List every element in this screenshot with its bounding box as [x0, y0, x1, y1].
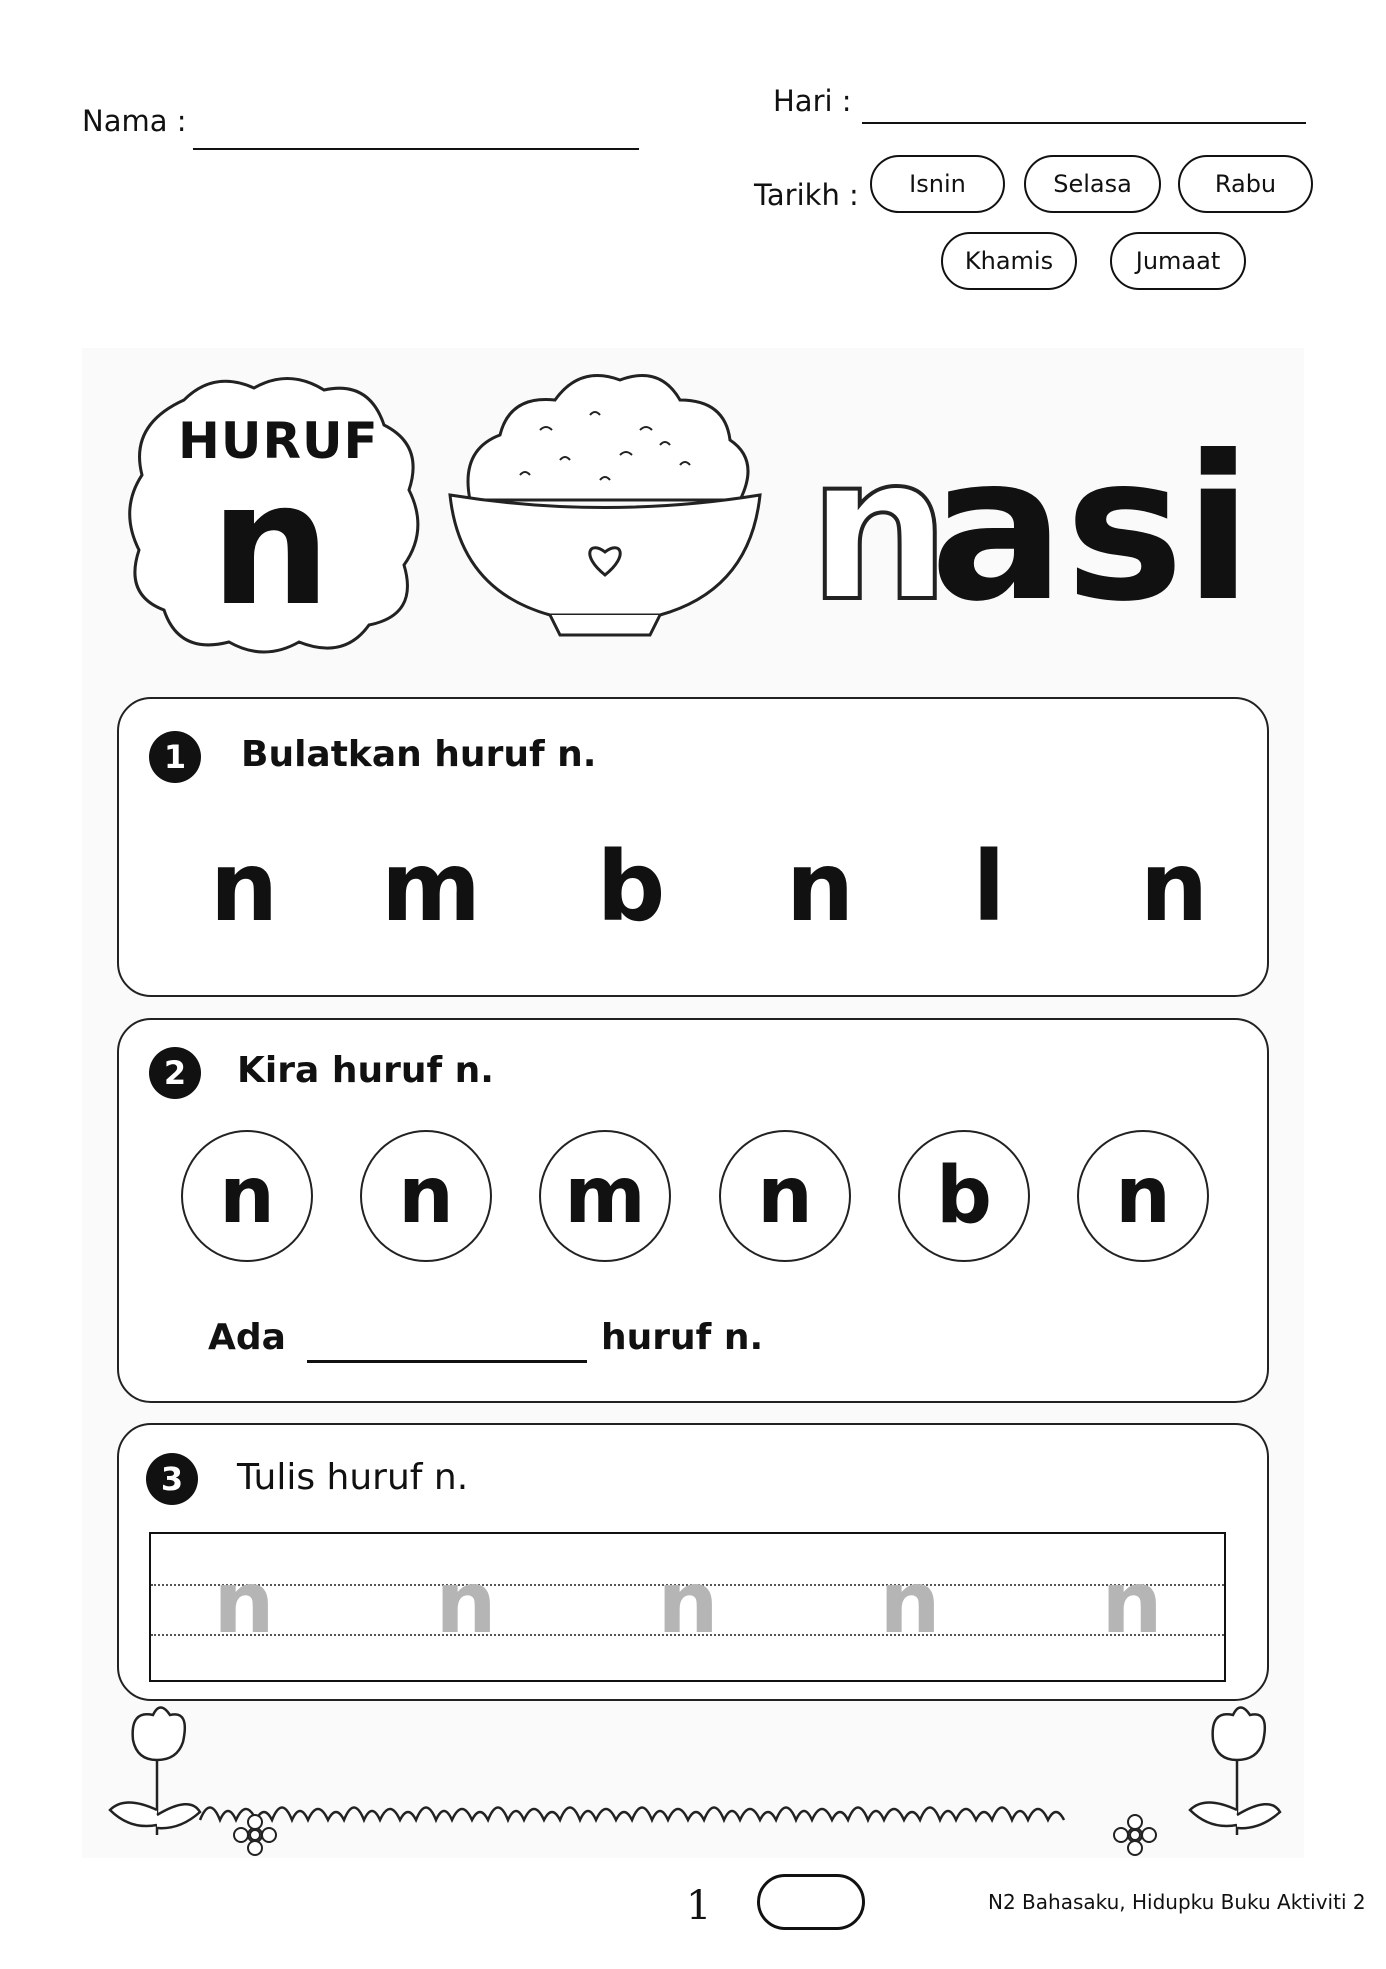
trace-letter[interactable]: n: [213, 1553, 275, 1653]
writing-area[interactable]: [149, 1532, 1226, 1682]
trace-letter[interactable]: n: [657, 1553, 719, 1653]
rice-bowl-icon: [440, 360, 770, 660]
date-label: Tarikh :: [754, 178, 859, 212]
answer-blank[interactable]: [307, 1360, 587, 1363]
circle-target-letter[interactable]: n: [1139, 831, 1209, 943]
circle-target-letter[interactable]: m: [380, 831, 482, 943]
word-rest: asi: [930, 413, 1253, 646]
count-letter-circle[interactable]: n: [181, 1130, 313, 1262]
day-field[interactable]: [862, 120, 1306, 124]
day-option-isnin[interactable]: Isnin: [870, 155, 1005, 213]
grass-border-decoration: [105, 1700, 1285, 1860]
word-outlined-letter: n: [808, 413, 951, 646]
exercise-2-number: 2: [149, 1047, 201, 1099]
count-letter-circle[interactable]: n: [719, 1130, 851, 1262]
circle-target-letter[interactable]: n: [209, 831, 279, 943]
exercise-3-box: [117, 1423, 1269, 1701]
exercise-2-title: Kira huruf n.: [237, 1050, 494, 1091]
day-option-khamis[interactable]: Khamis: [941, 232, 1077, 290]
page-number: 1: [686, 1883, 712, 1929]
name-field[interactable]: [193, 146, 639, 150]
exercise-3-title: Tulis huruf n.: [237, 1457, 469, 1498]
day-option-jumaat[interactable]: Jumaat: [1110, 232, 1246, 290]
count-letter-circle[interactable]: b: [898, 1130, 1030, 1262]
answer-suffix: huruf n.: [601, 1317, 764, 1358]
circle-target-letter[interactable]: b: [596, 831, 666, 943]
circle-target-letter[interactable]: l: [972, 831, 1006, 943]
trace-letter[interactable]: n: [879, 1553, 941, 1653]
exercise-1-title: Bulatkan huruf n.: [241, 734, 597, 775]
score-box[interactable]: [757, 1874, 865, 1930]
trace-letter[interactable]: n: [435, 1553, 497, 1653]
answer-prefix: Ada: [208, 1317, 286, 1358]
big-letter: n: [210, 446, 332, 644]
book-title: N2 Bahasaku, Hidupku Buku Aktiviti 2: [988, 1890, 1366, 1914]
day-option-rabu[interactable]: Rabu: [1178, 155, 1313, 213]
circle-target-letter[interactable]: n: [785, 831, 855, 943]
exercise-2-box: [117, 1018, 1269, 1403]
day-label: Hari :: [773, 84, 852, 118]
exercise-1-box: [117, 697, 1269, 997]
count-letter-circle[interactable]: m: [539, 1130, 671, 1262]
count-letter-circle[interactable]: n: [1077, 1130, 1209, 1262]
name-label: Nama :: [82, 104, 187, 138]
huruf-label: HURUF: [178, 412, 379, 470]
day-option-selasa[interactable]: Selasa: [1024, 155, 1161, 213]
trace-letter[interactable]: n: [1101, 1553, 1163, 1653]
exercise-1-number: 1: [149, 731, 201, 783]
count-letter-circle[interactable]: n: [360, 1130, 492, 1262]
exercise-3-number: 3: [146, 1453, 198, 1505]
